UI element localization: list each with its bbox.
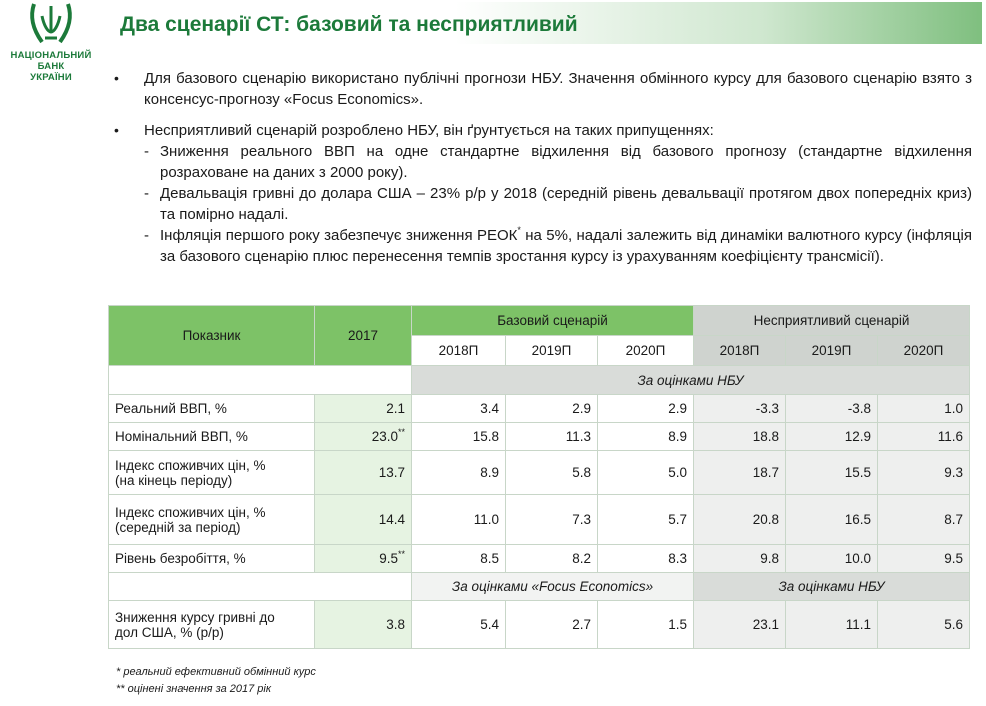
sub-item-devaluation <box>144 183 972 225</box>
page-title: Два сценарії СТ: базовий та несприятливий <box>120 13 578 36</box>
table-cell: 11.3 <box>506 423 598 451</box>
bullet-1-text: Для базового сценарію використано публічні прогнози НБУ. Значення обмінного курсу для базового сценарію взято з консенсус-прогнозу «Focus Economics». <box>144 70 972 108</box>
table-cell: 3.4 <box>412 395 506 423</box>
row-label: Реальний ВВП, % <box>109 395 315 423</box>
table-cell: 2.9 <box>506 395 598 423</box>
logo-line-1: НАЦІОНАЛЬНИЙ <box>10 50 92 61</box>
header-adverse-scenario: Несприятливий сценарій <box>694 306 970 336</box>
table-cell: 15.8 <box>412 423 506 451</box>
band-spacer <box>109 366 412 395</box>
cell-2017: 13.7 <box>315 451 412 495</box>
header-year: 2020П <box>878 336 970 366</box>
footnote-2: ** оцінені значення за 2017 рік <box>116 683 272 695</box>
band-nbu-estimates-2: За оцінками НБУ <box>694 573 970 601</box>
table-cell: 10.0 <box>786 545 878 573</box>
table-cell: 8.5 <box>412 545 506 573</box>
header-base-scenario: Базовий сценарій <box>412 306 694 336</box>
logo-line-3: УКРАЇНИ <box>30 72 72 83</box>
band-spacer <box>109 573 412 601</box>
footnote-1: * реальний ефективний обмінний курс <box>116 666 316 678</box>
row-label: Індекс споживчих цін, % (на кінець періоду) <box>109 451 315 495</box>
header-year: 2018П <box>694 336 786 366</box>
sub-3-text-b: на 5%, надалі залежить від динаміки валютного курсу (інфляція за базового сценарію плюс перенесення темпів зростання курсу із урахуванням коефіцієнту трансмісії). <box>160 227 972 265</box>
bullet-dot-icon: • <box>114 122 119 138</box>
table-row <box>109 601 970 649</box>
sub-3-text-a: Інфляція першого року забезпечує зниження РЕОК <box>160 227 518 244</box>
table-row <box>109 451 970 495</box>
title-bar <box>104 2 982 44</box>
table-row <box>109 423 970 451</box>
header-year: 2020П <box>598 336 694 366</box>
header-2017: 2017 <box>315 306 412 366</box>
sub-item-gdp <box>144 141 972 183</box>
table-cell: -3.8 <box>786 395 878 423</box>
table-cell: 8.2 <box>506 545 598 573</box>
table-cell: 5.6 <box>878 601 970 649</box>
table-cell: 16.5 <box>786 495 878 545</box>
table-cell: 12.9 <box>786 423 878 451</box>
dash-icon: - <box>144 185 149 202</box>
table-cell: 7.3 <box>506 495 598 545</box>
sub-2-text: Девальвація гривні до долара США – 23% р/р у 2018 (середній рівень девальвації протягом двох попередніх криз) та помірно надалі. <box>160 185 972 223</box>
bullet-list <box>112 68 972 267</box>
bullet-dot-icon: • <box>114 70 119 86</box>
table-cell: 18.8 <box>694 423 786 451</box>
dash-icon: - <box>144 227 149 244</box>
table-cell: 9.3 <box>878 451 970 495</box>
table-cell: 9.5 <box>878 545 970 573</box>
table-cell: 5.0 <box>598 451 694 495</box>
table-cell: 8.9 <box>412 451 506 495</box>
table-cell: 20.8 <box>694 495 786 545</box>
table-cell: 9.8 <box>694 545 786 573</box>
table-cell: 11.0 <box>412 495 506 545</box>
sub-item-inflation <box>144 225 972 267</box>
table-cell: -3.3 <box>694 395 786 423</box>
table-row <box>109 395 970 423</box>
dash-icon: - <box>144 143 149 160</box>
header-indicator: Показник <box>109 306 315 366</box>
table-row <box>109 495 970 545</box>
nbu-emblem-icon <box>20 2 82 46</box>
row-label: Індекс споживчих цін, % (середній за період) <box>109 495 315 545</box>
row-label: Рівень безробіття, % <box>109 545 315 573</box>
cell-2017: 9.5** <box>315 545 412 573</box>
table-cell: 1.0 <box>878 395 970 423</box>
table-cell: 23.1 <box>694 601 786 649</box>
table-cell: 18.7 <box>694 451 786 495</box>
logo-line-2: БАНК <box>37 61 65 72</box>
table-cell: 2.7 <box>506 601 598 649</box>
cell-2017: 23.0** <box>315 423 412 451</box>
scenario-table <box>108 305 970 649</box>
cell-2017: 2.1 <box>315 395 412 423</box>
header-year: 2019П <box>786 336 878 366</box>
header-year: 2018П <box>412 336 506 366</box>
table-cell: 8.3 <box>598 545 694 573</box>
row-label: Номінальний ВВП, % <box>109 423 315 451</box>
table-row <box>109 545 970 573</box>
header-year: 2019П <box>506 336 598 366</box>
table-cell: 11.6 <box>878 423 970 451</box>
band-nbu-estimates: За оцінками НБУ <box>412 366 970 395</box>
table-cell: 8.9 <box>598 423 694 451</box>
table-cell: 11.1 <box>786 601 878 649</box>
table-cell: 5.7 <box>598 495 694 545</box>
sub-3-sup: * <box>517 225 521 235</box>
band-focus-estimates: За оцінками «Focus Economics» <box>412 573 694 601</box>
sub-1-text: Зниження реального ВВП на одне стандартне відхилення від базового прогнозу (стандартне відхилення розраховане на даних з 2000 року). <box>160 143 972 181</box>
cell-2017: 14.4 <box>315 495 412 545</box>
table-cell: 1.5 <box>598 601 694 649</box>
table-cell: 15.5 <box>786 451 878 495</box>
table-cell: 8.7 <box>878 495 970 545</box>
cell-2017: 3.8 <box>315 601 412 649</box>
table-cell: 5.8 <box>506 451 598 495</box>
table-cell: 2.9 <box>598 395 694 423</box>
bullet-base-scenario <box>112 68 972 110</box>
row-label: Зниження курсу гривні до дол США, % (р/р) <box>109 601 315 649</box>
bullet-adverse-scenario <box>112 120 972 267</box>
table-cell: 5.4 <box>412 601 506 649</box>
nbu-logo <box>0 0 102 100</box>
bullet-2-intro: Несприятливий сценарій розроблено НБУ, він ґрунтується на таких припущеннях: <box>144 122 714 139</box>
